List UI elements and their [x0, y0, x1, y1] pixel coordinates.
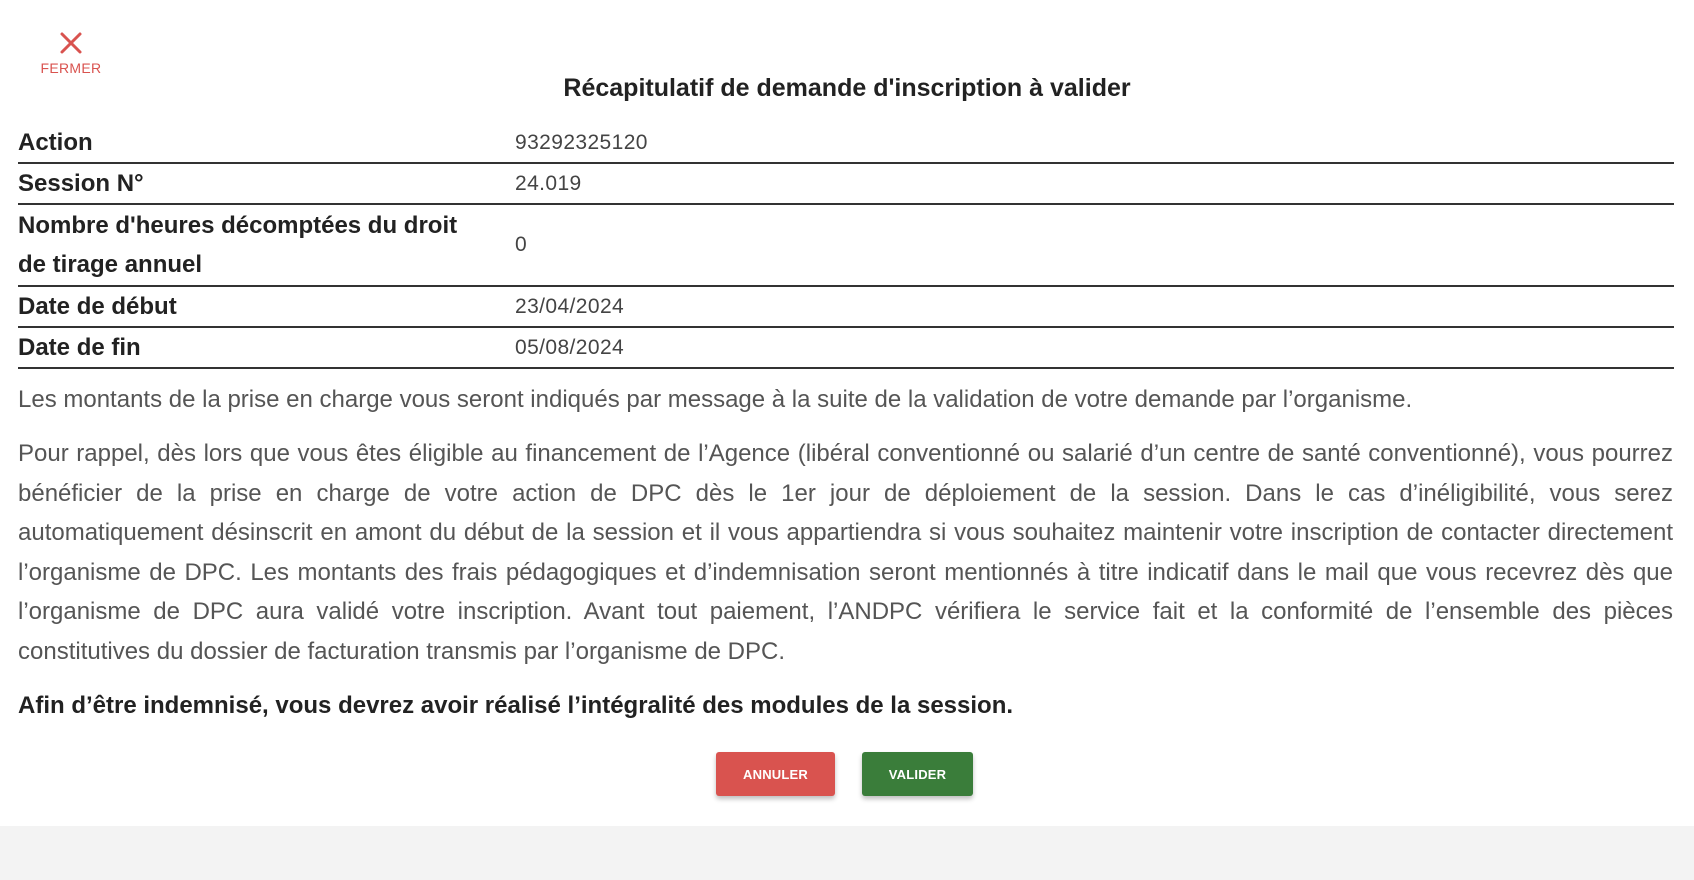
- row-value: 05/08/2024: [515, 335, 625, 359]
- row-label: Date de fin: [18, 334, 141, 361]
- summary-table: [18, 123, 1674, 369]
- validate-button[interactable]: VALIDER: [862, 752, 973, 796]
- summary-row-action: [18, 123, 1674, 164]
- info-text: [18, 380, 1673, 726]
- cancel-button[interactable]: ANNULER: [716, 752, 835, 796]
- modal-title: Récapitulatif de demande d'inscription à valider: [563, 74, 1131, 102]
- close-label: FERMER: [40, 60, 102, 76]
- row-value: 24.019: [515, 171, 582, 195]
- row-label: Nombre d'heures décomptées du droit de tirage annuel: [18, 212, 458, 278]
- summary-row-hours: [18, 205, 1674, 287]
- row-label: Date de début: [18, 293, 177, 320]
- action-buttons: [716, 752, 973, 796]
- summary-row-start-date: [18, 287, 1674, 328]
- eligibility-reminder: Pour rappel, dès lors que vous êtes éligible au financement de l’Agence (libéral conventionné ou salarié d’un centre de santé conventionné), vous pourrez bénéficier de la prise en charge de votre action de DPC dès le 1er jour de déploiement de la session. Dans le cas d’inéligibilité, vous serez automatiquement désinscrit en amont du début de la session et il vous appartiendra si vous souhaitez maintenir votre inscription de contacter directement l’organisme de DPC. Les montants des frais pédagogiques et d’indemnisation seront mentionnés à titre indicatif dans le mail que vous recevrez dès que l’organisme de DPC aura validé votre inscription. Avant tout paiement, l’ANDPC vérifiera le service fait et la conformité de l’ensemble des pièces constitutives du dossier de facturation transmis par l’organisme de DPC.: [18, 440, 1673, 665]
- indemnity-condition: Afin d’être indemnisé, vous devrez avoir réalisé l’intégralité des modules de la session.: [18, 691, 1014, 719]
- row-value: 93292325120: [515, 130, 648, 154]
- close-icon: [58, 30, 84, 56]
- summary-row-end-date: [18, 328, 1674, 369]
- row-label: Action: [18, 129, 93, 156]
- amounts-notice: Les montants de la prise en charge vous seront indiqués par message à la suite de la validation de votre demande par l’organisme.: [18, 386, 1413, 413]
- page-background-band: [0, 826, 1694, 880]
- row-label: Session N°: [18, 170, 144, 197]
- row-value: 23/04/2024: [515, 294, 625, 318]
- row-value: 0: [515, 233, 528, 256]
- summary-row-session: [18, 164, 1674, 205]
